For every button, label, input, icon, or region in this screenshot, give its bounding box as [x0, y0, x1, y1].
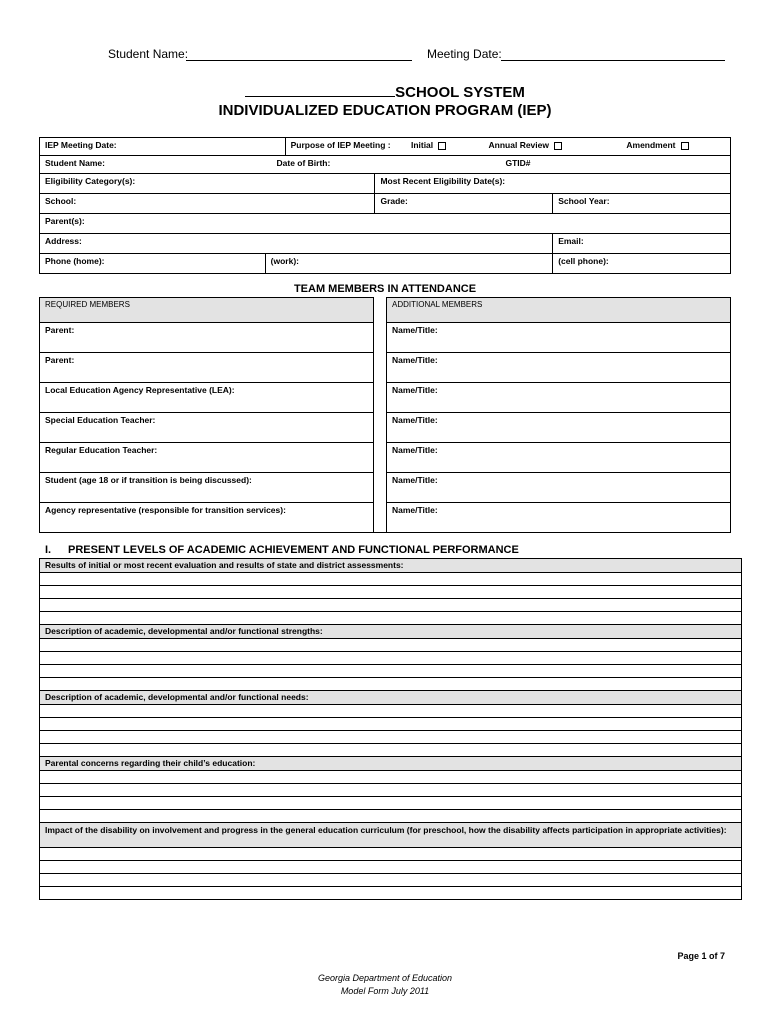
address-label: Address:: [45, 236, 82, 246]
required-member-4[interactable]: Special Education Teacher:: [40, 413, 374, 443]
parents-cell[interactable]: [40, 214, 731, 234]
additional-member-2[interactable]: Name/Title:: [387, 353, 731, 383]
evaluation-results-line[interactable]: [40, 586, 742, 599]
eligibility-cell[interactable]: [40, 174, 375, 194]
address-cell[interactable]: [40, 234, 553, 254]
dob-label: Date of Birth:: [276, 158, 331, 168]
student-name-cell-label: Student Name:: [45, 158, 105, 168]
additional-member-1[interactable]: Name/Title:: [387, 323, 731, 353]
school-year-cell[interactable]: [553, 194, 731, 214]
team-members-table: [39, 297, 731, 533]
required-members-header: REQUIRED MEMBERS: [40, 298, 374, 323]
recent-eligibility-label: Most Recent Eligibility Date(s):: [380, 176, 506, 186]
strengths-line[interactable]: [40, 678, 742, 691]
grade-label: Grade:: [380, 196, 408, 206]
amendment-label: Amendment: [626, 140, 676, 150]
student-name-field[interactable]: [186, 60, 412, 61]
annual-review-label: Annual Review: [488, 140, 549, 150]
required-member-2[interactable]: Parent:: [40, 353, 374, 383]
section-1-number: I.: [45, 544, 52, 556]
student-name-row[interactable]: [40, 156, 731, 174]
meeting-date-label: Meeting Date:: [427, 47, 502, 61]
email-label: Email:: [558, 236, 584, 246]
team-divider: [374, 473, 387, 503]
iep-title: INDIVIDUALIZED EDUCATION PROGRAM (IEP): [218, 102, 552, 119]
meeting-date-cell-label: IEP Meeting Date:: [45, 140, 117, 150]
disability-impact-line[interactable]: [40, 848, 742, 861]
footer-organization: Georgia Department of Education: [317, 973, 453, 983]
school-cell[interactable]: [40, 194, 375, 214]
eligibility-label: Eligibility Category(s):: [45, 176, 136, 186]
required-member-5[interactable]: Regular Education Teacher:: [40, 443, 374, 473]
recent-eligibility-cell[interactable]: [375, 174, 731, 194]
additional-member-5[interactable]: Name/Title:: [387, 443, 731, 473]
work-phone-label: (work):: [270, 256, 299, 266]
strengths-line[interactable]: [40, 639, 742, 652]
meeting-date-field[interactable]: [501, 60, 725, 61]
disability-impact-line[interactable]: [40, 874, 742, 887]
team-divider: [374, 298, 387, 323]
school-year-label: School Year:: [558, 196, 610, 206]
team-heading: TEAM MEMBERS IN ATTENDANCE: [293, 283, 477, 295]
disability-impact-line[interactable]: [40, 861, 742, 874]
needs-label: Description of academic, developmental and/or functional needs:: [40, 691, 742, 705]
team-divider: [374, 353, 387, 383]
evaluation-results-line[interactable]: [40, 599, 742, 612]
additional-member-6[interactable]: Name/Title:: [387, 473, 731, 503]
disability-impact-label: Impact of the disability on involvement and progress in the general education curriculum (for preschool, how the disability affects participation in appropriate activities):: [40, 823, 742, 848]
parental-concerns-line[interactable]: [40, 797, 742, 810]
additional-member-4[interactable]: Name/Title:: [387, 413, 731, 443]
team-divider: [374, 413, 387, 443]
parental-concerns-line[interactable]: [40, 771, 742, 784]
team-divider: [374, 383, 387, 413]
cell-phone-cell[interactable]: [553, 254, 731, 274]
email-cell[interactable]: [553, 234, 731, 254]
needs-line[interactable]: [40, 705, 742, 718]
required-member-7[interactable]: Agency representative (responsible for transition services):: [40, 503, 374, 533]
phone-home-label: Phone (home):: [45, 256, 105, 266]
purpose-cell: [285, 138, 730, 156]
evaluation-results-line[interactable]: [40, 573, 742, 586]
phone-home-cell[interactable]: [40, 254, 266, 274]
present-levels-table: [39, 558, 742, 900]
initial-checkbox[interactable]: [438, 142, 446, 150]
gtid-label: GTID#: [505, 158, 531, 168]
disability-impact-line[interactable]: [40, 887, 742, 900]
meeting-date-cell[interactable]: [40, 138, 286, 156]
parents-label: Parent(s):: [45, 216, 85, 226]
evaluation-results-line[interactable]: [40, 612, 742, 625]
strengths-label: Description of academic, developmental and/or functional strengths:: [40, 625, 742, 639]
required-member-6[interactable]: Student (age 18 or if transition is being discussed):: [40, 473, 374, 503]
student-info-table: [39, 137, 731, 274]
strengths-line[interactable]: [40, 665, 742, 678]
evaluation-results-label: Results of initial or most recent evaluation and results of state and district assessments:: [40, 559, 742, 573]
additional-member-7[interactable]: Name/Title:: [387, 503, 731, 533]
required-member-1[interactable]: Parent:: [40, 323, 374, 353]
additional-members-header: ADDITIONAL MEMBERS: [387, 298, 731, 323]
purpose-label: Purpose of IEP Meeting :: [290, 140, 391, 150]
strengths-line[interactable]: [40, 652, 742, 665]
needs-line[interactable]: [40, 744, 742, 757]
needs-line[interactable]: [40, 718, 742, 731]
parental-concerns-line[interactable]: [40, 784, 742, 797]
section-1-heading: PRESENT LEVELS OF ACADEMIC ACHIEVEMENT AND FUNCTIONAL PERFORMANCE: [68, 544, 519, 556]
initial-label: Initial: [410, 140, 434, 150]
additional-member-3[interactable]: Name/Title:: [387, 383, 731, 413]
grade-cell[interactable]: [375, 194, 553, 214]
amendment-checkbox[interactable]: [681, 142, 689, 150]
annual-review-checkbox[interactable]: [554, 142, 562, 150]
student-name-label: Student Name:: [108, 47, 189, 61]
team-divider: [374, 323, 387, 353]
parental-concerns-line[interactable]: [40, 810, 742, 823]
cell-phone-label: (cell phone):: [558, 256, 609, 266]
team-divider: [374, 443, 387, 473]
required-member-3[interactable]: Local Education Agency Representative (LEA):: [40, 383, 374, 413]
parental-concerns-label: Parental concerns regarding their child’s education:: [40, 757, 742, 771]
needs-line[interactable]: [40, 731, 742, 744]
school-system-name-field[interactable]: [245, 82, 395, 97]
school-system-title: SCHOOL SYSTEM: [0, 82, 770, 101]
team-divider: [374, 503, 387, 533]
page-number: Page 1 of 7: [677, 951, 725, 961]
work-phone-cell[interactable]: [265, 254, 553, 274]
school-label: School:: [45, 196, 77, 206]
footer-form-date: Model Form July 2011: [340, 986, 430, 996]
